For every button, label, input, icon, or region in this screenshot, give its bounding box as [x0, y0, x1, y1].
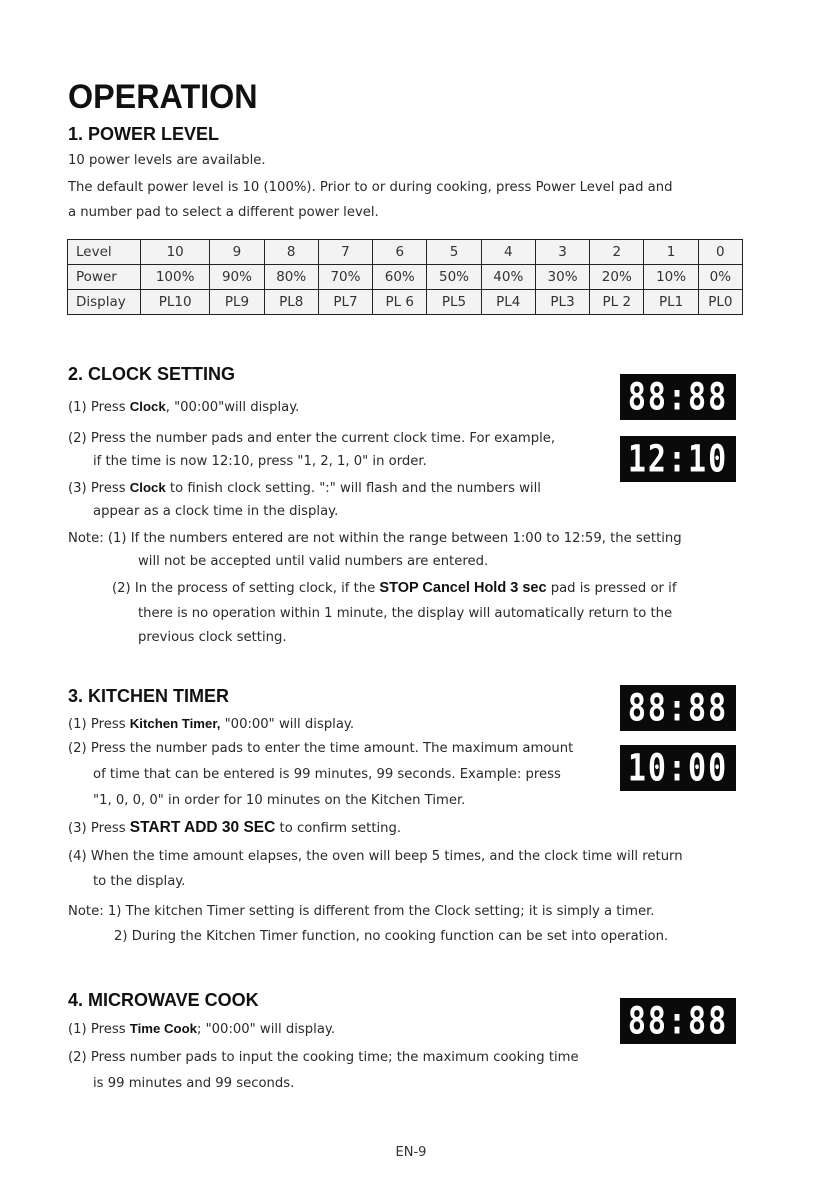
key-label-clock: Clock — [129, 399, 166, 414]
note: there is no operation within 1 minute, the display will automatically return to the — [138, 606, 673, 621]
key-label-kitchen-timer: Kitchen Timer, — [129, 716, 221, 731]
table-cell: 20% — [590, 265, 644, 290]
lcd-text: 88:88 — [627, 999, 729, 1043]
table-cell: PL10 — [141, 290, 210, 315]
text: (1) Press — [68, 1022, 130, 1037]
table-cell: 10% — [644, 265, 698, 290]
table-cell: PL 2 — [590, 290, 644, 315]
table-cell: Level — [68, 240, 141, 265]
note: will not be accepted until valid numbers are entered. — [138, 554, 489, 569]
table-cell: 10 — [141, 240, 210, 265]
paragraph — [68, 1019, 335, 1040]
lcd-display — [620, 745, 736, 791]
table-cell: PL8 — [264, 290, 318, 315]
table-cell: 1 — [644, 240, 698, 265]
text: (1) Press — [68, 400, 130, 415]
table-cell: 100% — [141, 265, 210, 290]
table-cell: 30% — [535, 265, 589, 290]
text: "00:00" will display. — [220, 717, 355, 732]
table-cell: PL4 — [481, 290, 535, 315]
lcd-text: 12:10 — [627, 437, 729, 481]
table-cell: PL7 — [318, 290, 372, 315]
paragraph: is 99 minutes and 99 seconds. — [93, 1076, 295, 1091]
table-cell: 4 — [481, 240, 535, 265]
paragraph: appear as a clock time in the display. — [93, 504, 339, 519]
table-cell: 8 — [264, 240, 318, 265]
paragraph: (2) Press number pads to input the cooking time; the maximum cooking time — [68, 1050, 579, 1065]
key-label-time-cook: Time Cook — [129, 1021, 197, 1036]
table-cell: Display — [68, 290, 141, 315]
paragraph: to the display. — [93, 874, 186, 889]
table-cell: 9 — [210, 240, 264, 265]
page-number: EN-9 — [395, 1145, 427, 1160]
paragraph — [68, 478, 541, 499]
paragraph — [68, 397, 299, 418]
table-cell: 70% — [318, 265, 372, 290]
text: (3) Press — [68, 821, 130, 836]
paragraph: (2) Press the number pads to enter the time amount. The maximum amount — [68, 741, 574, 756]
lcd-text: 10:00 — [627, 746, 729, 790]
table-row — [68, 240, 743, 265]
table-cell: 80% — [264, 265, 318, 290]
table-cell: 7 — [318, 240, 372, 265]
table-cell: PL5 — [427, 290, 481, 315]
note: Note: (1) If the numbers entered are not within the range between 1:00 to 12:59, the setting — [68, 531, 682, 546]
text: (3) Press — [68, 481, 130, 496]
note: 2) During the Kitchen Timer function, no cooking function can be set into operation. — [114, 929, 669, 944]
paragraph: if the time is now 12:10, press "1, 2, 1, 0" in order. — [93, 454, 427, 469]
paragraph: (4) When the time amount elapses, the oven will beep 5 times, and the clock time will return — [68, 849, 683, 864]
page-title: OPERATION — [68, 78, 258, 116]
paragraph: of time that can be entered is 99 minutes, 99 seconds. Example: press — [93, 767, 561, 782]
text: , "00:00"will display. — [165, 400, 300, 415]
table-cell: 6 — [373, 240, 427, 265]
note — [112, 578, 676, 599]
table-cell: Power — [68, 265, 141, 290]
power-level-table — [67, 239, 743, 315]
key-label-clock: Clock — [129, 480, 166, 495]
table-cell: PL9 — [210, 290, 264, 315]
paragraph — [68, 714, 354, 735]
paragraph: "1, 0, 0, 0" in order for 10 minutes on the Kitchen Timer. — [93, 793, 466, 808]
paragraph: 10 power levels are available. — [68, 153, 266, 168]
lcd-display — [620, 374, 736, 420]
text: (1) Press — [68, 717, 130, 732]
table-cell: PL0 — [698, 290, 742, 315]
table-cell: 50% — [427, 265, 481, 290]
paragraph: a number pad to select a different power level. — [68, 205, 379, 220]
table-cell: 90% — [210, 265, 264, 290]
text: to finish clock setting. ":" will flash and the numbers will — [165, 481, 541, 496]
text: (2) In the process of setting clock, if the — [112, 581, 380, 596]
table-cell: PL1 — [644, 290, 698, 315]
note: previous clock setting. — [138, 630, 287, 645]
table-cell: 3 — [535, 240, 589, 265]
table-cell: 0% — [698, 265, 742, 290]
table-cell: 0 — [698, 240, 742, 265]
note: Note: 1) The kitchen Timer setting is different from the Clock setting; it is simply a timer. — [68, 904, 655, 919]
lcd-display — [620, 998, 736, 1044]
table-cell: 5 — [427, 240, 481, 265]
table-cell: PL3 — [535, 290, 589, 315]
table-cell: 2 — [590, 240, 644, 265]
table-cell: PL 6 — [373, 290, 427, 315]
section-heading-kitchen-timer: 3. KITCHEN TIMER — [68, 686, 230, 706]
section-heading-microwave-cook: 4. MICROWAVE COOK — [68, 990, 259, 1010]
text: ; "00:00" will display. — [196, 1022, 336, 1037]
lcd-text: 88:88 — [627, 686, 729, 730]
paragraph: The default power level is 10 (100%). Prior to or during cooking, press Power Level pad and — [68, 180, 673, 195]
text: pad is pressed or if — [546, 581, 677, 596]
paragraph — [68, 818, 401, 839]
key-label-stop: STOP Cancel Hold 3 sec — [379, 580, 547, 596]
lcd-text: 88:88 — [627, 375, 729, 419]
table-row — [68, 265, 743, 290]
lcd-display — [620, 685, 736, 731]
table-row — [68, 290, 743, 315]
section-heading-clock-setting: 2. CLOCK SETTING — [68, 364, 236, 384]
table-cell: 40% — [481, 265, 535, 290]
table-cell: 60% — [373, 265, 427, 290]
text: to confirm setting. — [275, 821, 402, 836]
paragraph: (2) Press the number pads and enter the current clock time. For example, — [68, 431, 556, 446]
key-label-start: START ADD 30 SEC — [129, 819, 276, 836]
lcd-display — [620, 436, 736, 482]
section-heading-power-level: 1. POWER LEVEL — [68, 124, 220, 144]
